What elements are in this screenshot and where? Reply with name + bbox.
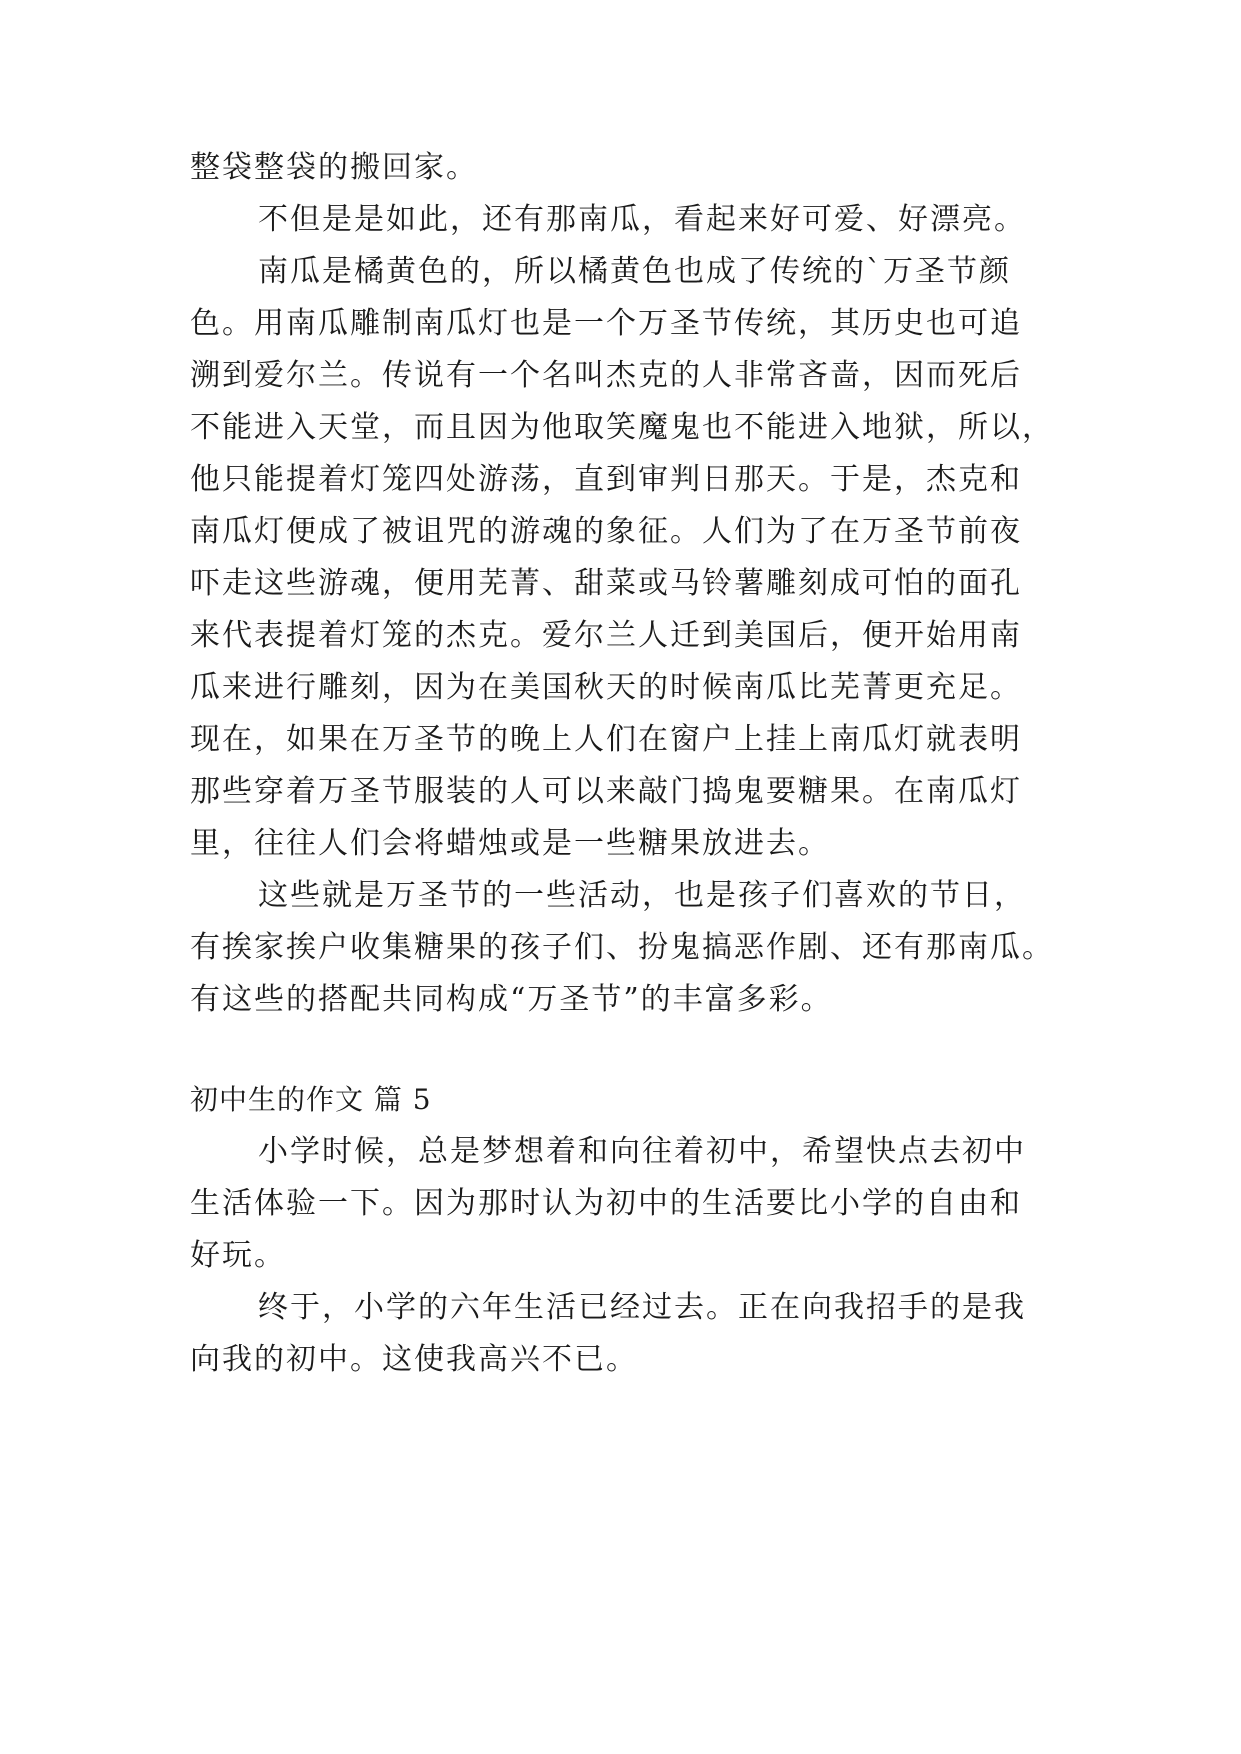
text-line: 溯到爱尔兰。传说有一个名叫杰克的人非常吝啬，因而死后	[190, 358, 1022, 393]
text-line: 不能进入天堂，而且因为他取笑魔鬼也不能进入地狱，所以，	[190, 410, 1054, 445]
section-heading: 初中生的作文 篇 5	[190, 1083, 432, 1116]
text-line: 他只能提着灯笼四处游荡，直到审判日那天。于是，杰克和	[190, 462, 1022, 497]
text-line: 来代表提着灯笼的杰克。爱尔兰人迁到美国后，便开始用南	[190, 618, 1022, 653]
text-line: 现在，如果在万圣节的晚上人们在窗户上挂上南瓜灯就表明	[190, 722, 1022, 757]
text-line: 生活体验一下。因为那时认为初中的生活要比小学的自由和	[190, 1186, 1022, 1221]
text-line: 好玩。	[190, 1238, 286, 1273]
text-line: 小学时候，总是梦想着和向往着初中，希望快点去初中	[258, 1134, 1026, 1169]
text-line: 有挨家挨户收集糖果的孩子们、扮鬼搞恶作剧、还有那南瓜。	[190, 930, 1054, 965]
text-line: 这些就是万圣节的一些活动，也是孩子们喜欢的节日，	[258, 878, 1026, 913]
text-line: 终于，小学的六年生活已经过去。正在向我招手的是我	[258, 1290, 1026, 1325]
text-line: 吓走这些游魂，便用芜菁、甜菜或马铃薯雕刻成可怕的面孔	[190, 566, 1022, 601]
text-line: 整袋整袋的搬回家。	[190, 150, 478, 185]
text-line: 南瓜灯便成了被诅咒的游魂的象征。人们为了在万圣节前夜	[190, 514, 1022, 549]
text-line: 不但是是如此，还有那南瓜，看起来好可爱、好漂亮。	[258, 202, 1026, 237]
text-line: 向我的初中。这使我高兴不已。	[190, 1342, 638, 1377]
text-line: 里，往往人们会将蜡烛或是一些糖果放进去。	[190, 826, 830, 861]
text-line: 那些穿着万圣节服装的人可以来敲门捣鬼要糖果。在南瓜灯	[190, 774, 1022, 809]
text-line: 色。用南瓜雕制南瓜灯也是一个万圣节传统，其历史也可追	[190, 306, 1022, 341]
text-line: 南瓜是橘黄色的，所以橘黄色也成了传统的`万圣节颜	[258, 254, 1011, 289]
text-line: 有这些的搭配共同构成“万圣节”的丰富多彩。	[190, 982, 833, 1017]
text-line: 瓜来进行雕刻，因为在美国秋天的时候南瓜比芜菁更充足。	[190, 670, 1022, 705]
